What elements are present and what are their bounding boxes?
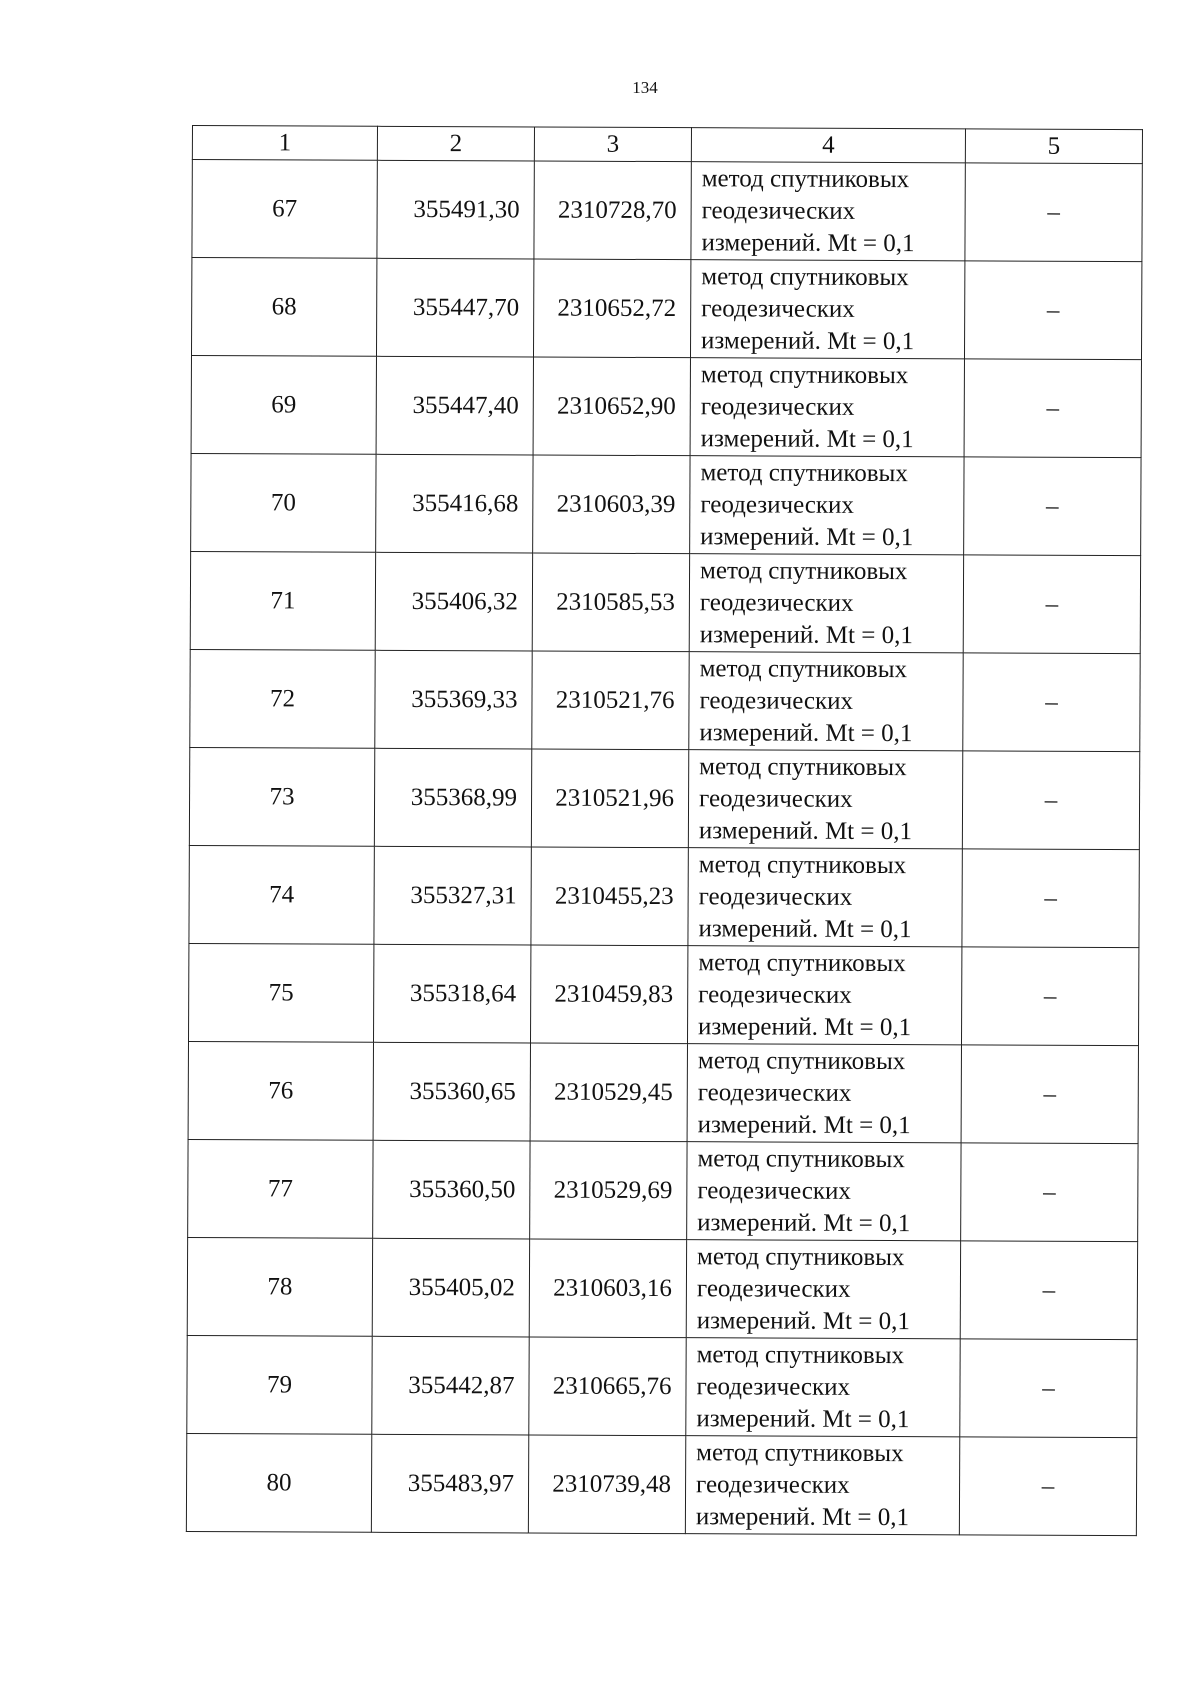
method-line: метод спутниковых	[696, 1340, 905, 1369]
x-coordinate-cell: 355369,33	[375, 650, 532, 749]
header-col-1: 1	[192, 126, 377, 161]
col5-cell: –	[964, 359, 1141, 458]
col5-cell: –	[965, 163, 1142, 262]
method-line: геодезических	[699, 686, 854, 715]
method-cell	[689, 554, 963, 653]
method-line: геодезических	[696, 1274, 851, 1303]
table-row	[187, 1237, 1137, 1339]
table-row	[191, 453, 1141, 555]
y-coordinate-cell: 2310521,96	[531, 749, 688, 848]
y-coordinate-cell: 2310529,45	[530, 1043, 687, 1142]
y-coordinate-cell: 2310665,76	[529, 1337, 686, 1436]
method-line: измерений. Mt = 0,1	[699, 620, 913, 649]
header-col-2: 2	[377, 126, 534, 161]
method-line: измерений. Mt = 0,1	[700, 522, 914, 551]
point-number-cell: 67	[192, 160, 377, 259]
col5-cell: –	[964, 261, 1141, 360]
x-coordinate-cell: 355416,68	[376, 454, 533, 553]
table-header	[192, 126, 1142, 164]
method-cell	[688, 750, 962, 849]
method-line: метод спутниковых	[697, 1144, 905, 1173]
table-row	[189, 747, 1139, 849]
table-row	[191, 356, 1141, 458]
x-coordinate-cell: 355483,97	[371, 1434, 528, 1533]
method-line: геодезических	[699, 784, 853, 813]
point-number-cell: 79	[187, 1335, 372, 1434]
header-row	[192, 126, 1142, 164]
table-row	[188, 1041, 1138, 1143]
method-line: метод спутниковых	[696, 1438, 904, 1467]
table-row	[189, 845, 1139, 947]
y-coordinate-cell: 2310739,48	[528, 1435, 685, 1534]
method-line: измерений. Mt = 0,1	[701, 326, 915, 355]
method-line: метод спутниковых	[700, 360, 909, 389]
x-coordinate-cell: 355360,65	[373, 1042, 530, 1141]
col5-cell: –	[962, 751, 1139, 850]
x-coordinate-cell: 355405,02	[372, 1238, 529, 1337]
x-coordinate-cell: 355447,70	[376, 258, 533, 357]
method-cell	[686, 1338, 960, 1437]
col5-cell: –	[960, 1241, 1137, 1340]
method-line: геодезических	[701, 196, 856, 225]
method-cell	[687, 946, 961, 1045]
method-line: геодезических	[701, 294, 855, 323]
method-cell	[685, 1436, 959, 1535]
method-line: геодезических	[696, 1372, 851, 1401]
y-coordinate-cell: 2310652,90	[533, 357, 690, 456]
y-coordinate-cell: 2310728,70	[534, 161, 691, 260]
point-number-cell: 69	[191, 356, 376, 455]
x-coordinate-cell: 355327,31	[374, 846, 531, 945]
col5-cell: –	[963, 555, 1140, 654]
table-body	[186, 160, 1142, 1536]
col5-cell: –	[961, 1143, 1138, 1242]
method-line: геодезических	[697, 1078, 852, 1107]
col5-cell: –	[961, 1045, 1138, 1144]
point-number-cell: 68	[191, 258, 376, 357]
method-line: измерений. Mt = 0,1	[696, 1404, 910, 1433]
header-col-4: 4	[691, 128, 965, 163]
method-cell	[687, 1142, 961, 1241]
table-row	[191, 258, 1141, 360]
point-number-cell: 73	[189, 747, 374, 846]
y-coordinate-cell: 2310652,72	[533, 259, 690, 358]
method-line: измерений. Mt = 0,1	[698, 1012, 912, 1041]
x-coordinate-cell: 355318,64	[373, 944, 530, 1043]
coordinates-table	[186, 125, 1143, 1536]
method-line: измерений. Mt = 0,1	[699, 718, 913, 747]
col5-cell: –	[963, 653, 1140, 752]
method-line: метод спутниковых	[699, 752, 907, 781]
col5-cell: –	[962, 849, 1139, 948]
x-coordinate-cell: 355491,30	[377, 160, 534, 259]
y-coordinate-cell: 2310529,69	[530, 1141, 687, 1240]
point-number-cell: 70	[191, 453, 376, 552]
table-row	[189, 943, 1139, 1045]
method-cell	[686, 1240, 960, 1339]
method-line: измерений. Mt = 0,1	[700, 424, 914, 453]
col5-cell: –	[960, 1339, 1137, 1438]
y-coordinate-cell: 2310603,16	[529, 1239, 686, 1338]
table-row	[190, 551, 1140, 653]
x-coordinate-cell: 355406,32	[375, 552, 532, 651]
y-coordinate-cell: 2310521,76	[532, 651, 689, 750]
method-cell	[691, 162, 965, 261]
method-line: геодезических	[700, 392, 855, 421]
table-row	[187, 1335, 1137, 1437]
x-coordinate-cell: 355360,50	[373, 1140, 530, 1239]
method-line: метод спутниковых	[701, 164, 910, 193]
method-line: метод спутниковых	[700, 556, 908, 585]
method-line: метод спутниковых	[697, 1242, 905, 1271]
table-row	[188, 1139, 1138, 1241]
y-coordinate-cell: 2310585,53	[532, 553, 689, 652]
method-line: геодезических	[698, 882, 853, 911]
point-number-cell: 72	[190, 649, 375, 748]
x-coordinate-cell: 355442,87	[372, 1336, 529, 1435]
method-line: метод спутниковых	[697, 1046, 906, 1075]
method-line: геодезических	[698, 980, 852, 1009]
method-line: измерений. Mt = 0,1	[696, 1306, 910, 1335]
method-cell	[690, 358, 964, 457]
method-line: измерений. Mt = 0,1	[698, 816, 913, 845]
method-line: измерений. Mt = 0,1	[695, 1502, 910, 1531]
method-line: метод спутниковых	[698, 948, 906, 977]
method-line: измерений. Mt = 0,1	[698, 914, 912, 943]
method-line: геодезических	[699, 588, 854, 617]
page-number: 134	[632, 78, 658, 97]
point-number-cell: 71	[190, 551, 375, 650]
col5-cell: –	[961, 947, 1138, 1046]
point-number-cell: 77	[188, 1139, 373, 1238]
point-number-cell: 78	[187, 1237, 372, 1336]
method-line: измерений. Mt = 0,1	[697, 1110, 911, 1139]
table-row	[192, 160, 1142, 262]
point-number-cell: 75	[189, 943, 374, 1042]
y-coordinate-cell: 2310455,23	[531, 847, 688, 946]
header-col-3: 3	[534, 127, 691, 162]
method-cell	[689, 652, 963, 751]
method-line: измерений. Mt = 0,1	[701, 228, 915, 257]
col5-cell: –	[964, 457, 1141, 556]
method-cell	[688, 848, 962, 947]
method-cell	[687, 1044, 961, 1143]
method-line: метод спутниковых	[701, 262, 909, 291]
method-line: геодезических	[700, 490, 855, 519]
header-col-5: 5	[965, 129, 1142, 164]
method-line: метод спутниковых	[699, 654, 908, 683]
method-line: геодезических	[697, 1176, 852, 1205]
point-number-cell: 80	[186, 1433, 371, 1532]
y-coordinate-cell: 2310603,39	[533, 455, 690, 554]
method-cell	[690, 456, 964, 555]
x-coordinate-cell: 355368,99	[374, 748, 531, 847]
point-number-cell: 76	[188, 1041, 373, 1140]
x-coordinate-cell: 355447,40	[376, 356, 533, 455]
method-line: геодезических	[696, 1470, 850, 1499]
table-row	[186, 1433, 1136, 1535]
col5-cell: –	[959, 1437, 1136, 1536]
table-row	[190, 649, 1140, 751]
method-cell	[690, 260, 964, 359]
method-line: метод спутниковых	[698, 850, 907, 879]
method-line: измерений. Mt = 0,1	[697, 1208, 911, 1237]
y-coordinate-cell: 2310459,83	[530, 945, 687, 1044]
point-number-cell: 74	[189, 845, 374, 944]
method-line: метод спутниковых	[700, 458, 908, 487]
